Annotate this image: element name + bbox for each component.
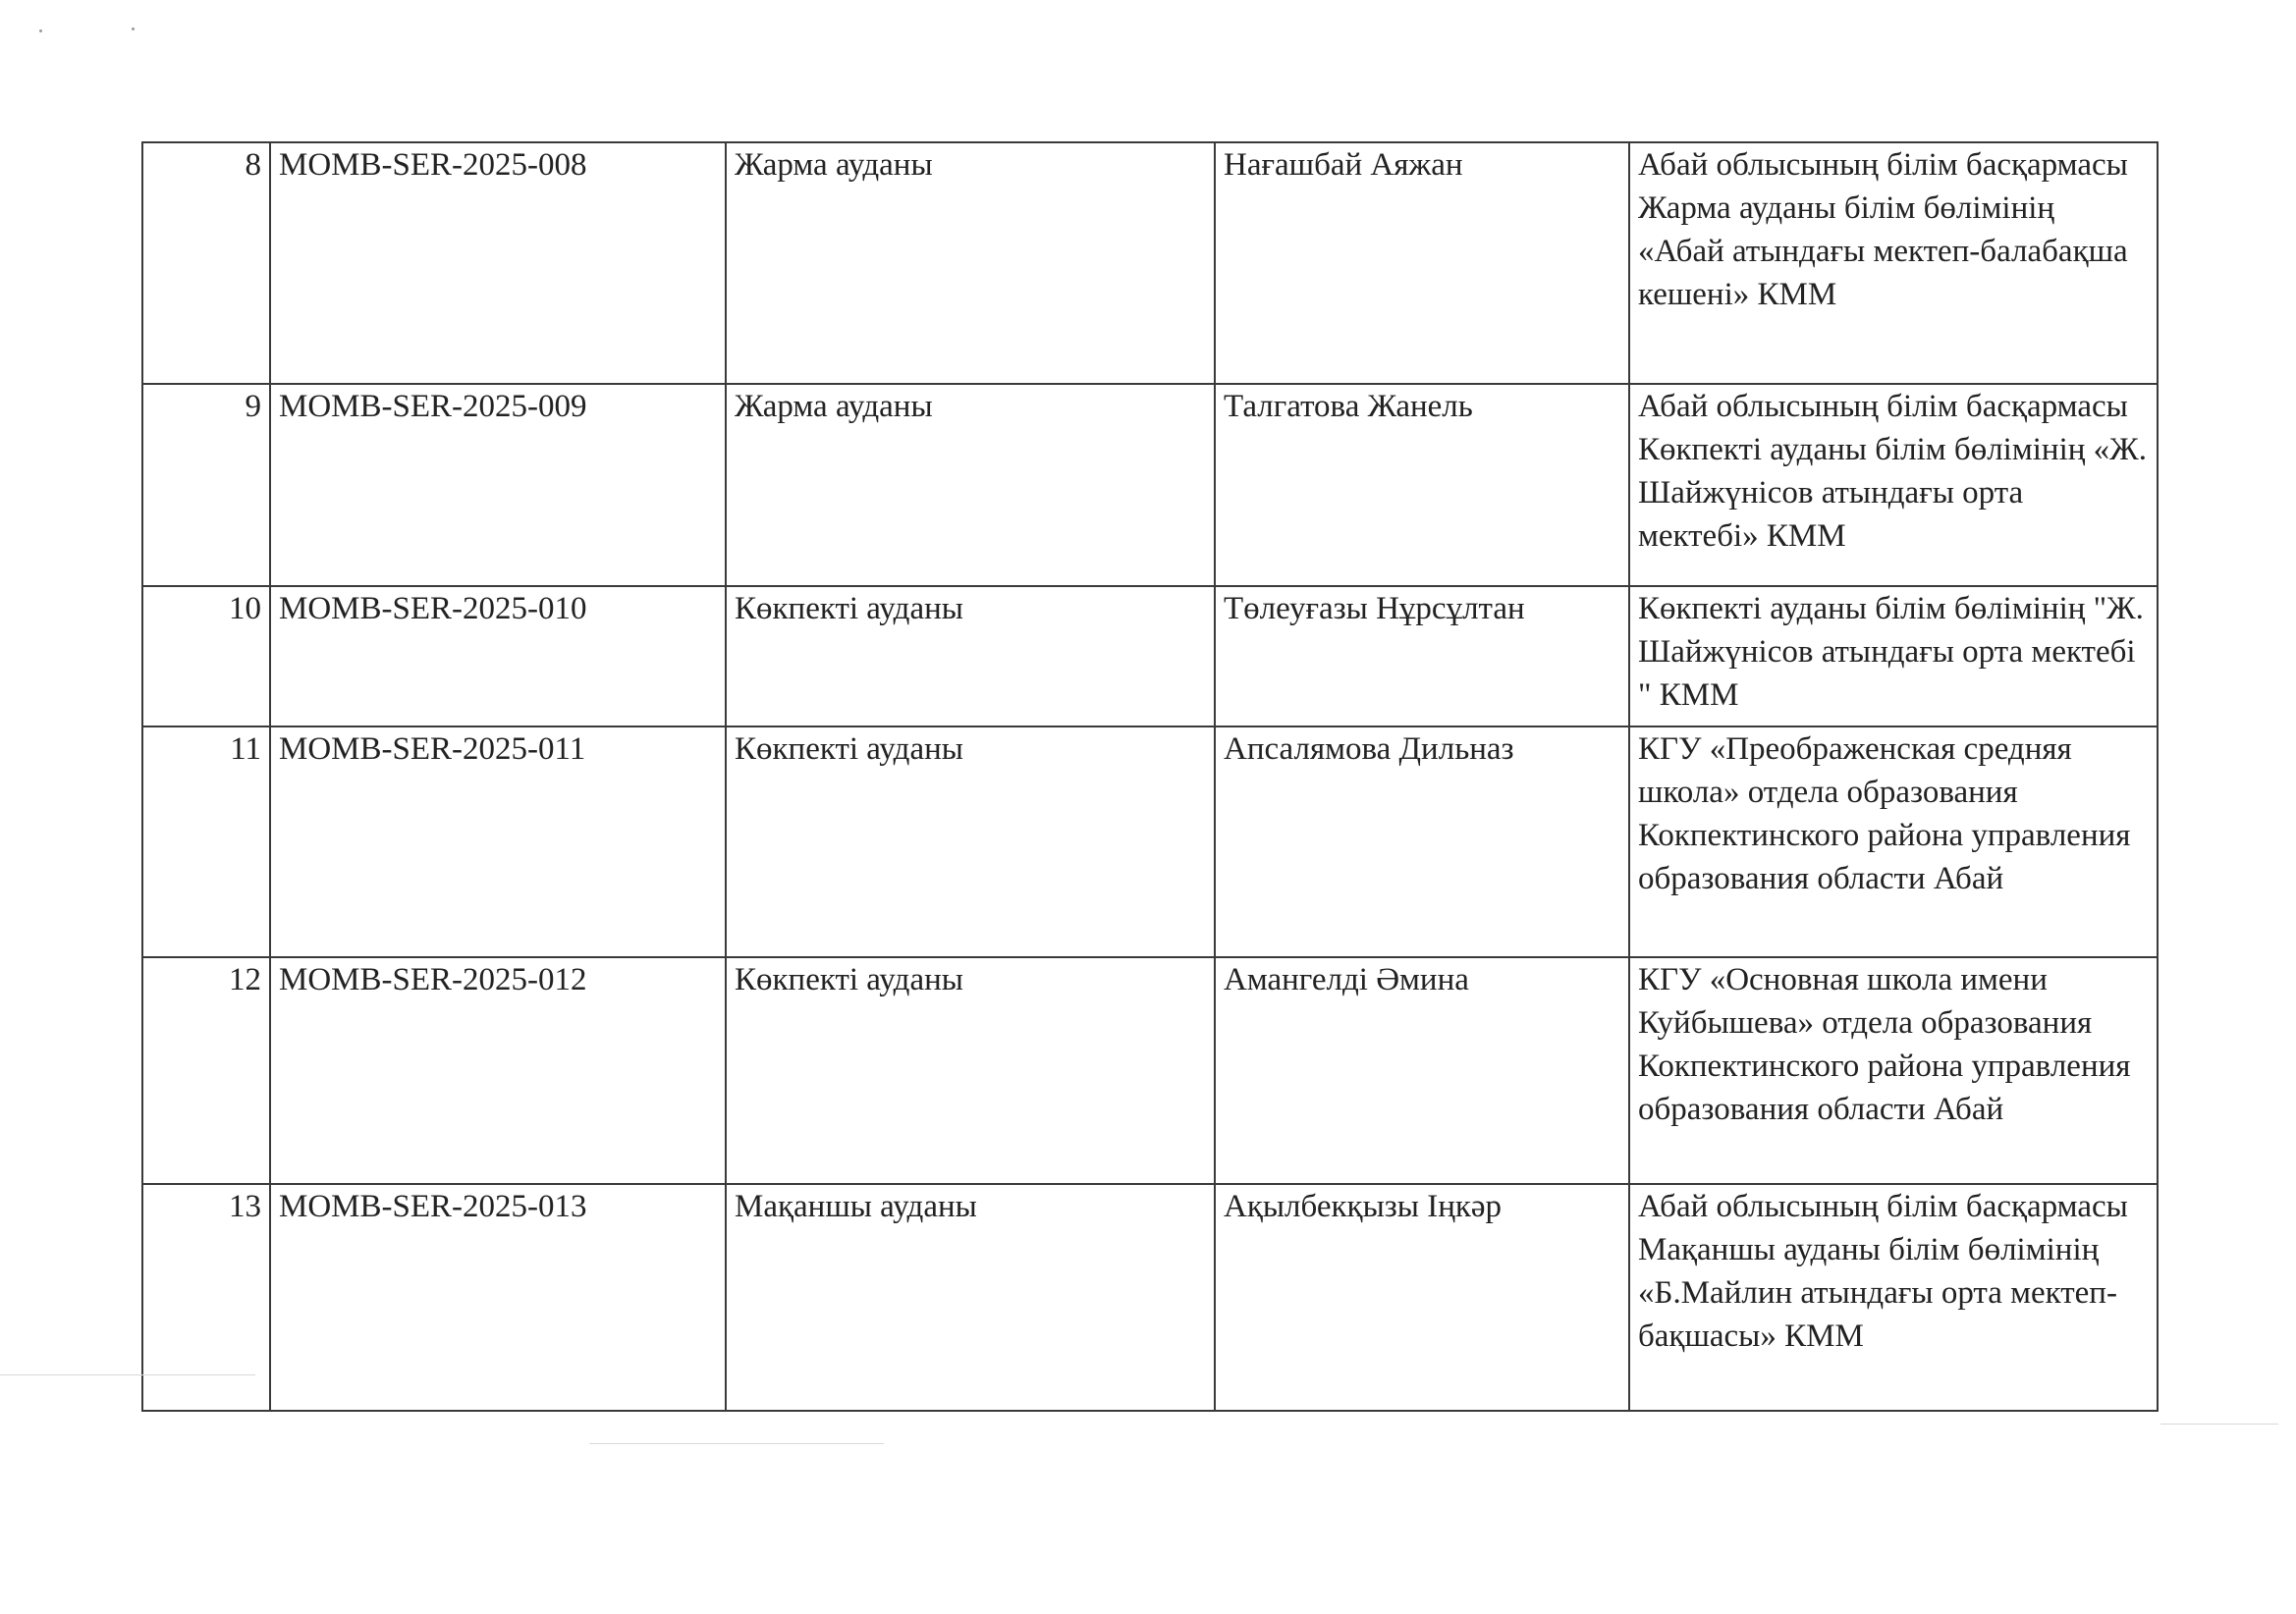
row-number: 11 [142,726,270,957]
scan-artifact-line [589,1443,884,1444]
table-row [142,384,2158,586]
participant-name: Нағашбай Аяжан [1215,142,1629,384]
participant-name: Апсалямова Дильназ [1215,726,1629,957]
registration-code: MOMB-SER-2025-008 [270,142,726,384]
organization: Абай облысының білім басқармасы Мақаншы ауданы білім бөлімінің «Б.Майлин атындағы орта мектеп-бақшасы» КММ [1629,1184,2158,1411]
district: Жарма ауданы [726,384,1215,586]
table-row [142,726,2158,957]
district: Көкпекті ауданы [726,726,1215,957]
district: Жарма ауданы [726,142,1215,384]
scan-artifact-line [0,1374,255,1375]
participant-name: Ақылбекқызы Іңкәр [1215,1184,1629,1411]
district: Мақаншы ауданы [726,1184,1215,1411]
participant-name: Төлеуғазы Нұрсұлтан [1215,586,1629,726]
registration-code: MOMB-SER-2025-009 [270,384,726,586]
scan-artifact-line [2160,1424,2278,1425]
scan-speck [132,27,135,30]
table-row [142,957,2158,1184]
registration-code: MOMB-SER-2025-010 [270,586,726,726]
row-number: 8 [142,142,270,384]
participant-name: Амангелді Әмина [1215,957,1629,1184]
organization: КГУ «Основная школа имени Куйбышева» отдела образования Кокпектинского района управления образования области Абай [1629,957,2158,1184]
participants-table [141,141,2159,1412]
row-number: 9 [142,384,270,586]
table-row [142,1184,2158,1411]
district: Көкпекті ауданы [726,957,1215,1184]
row-number: 12 [142,957,270,1184]
document-table-container [141,141,2157,1412]
district: Көкпекті ауданы [726,586,1215,726]
table-row [142,586,2158,726]
organization: Көкпекті ауданы білім бөлімінің "Ж. Шайжүнісов атындағы орта мектебі " КММ [1629,586,2158,726]
organization: Абай облысының білім басқармасы Көкпекті ауданы білім бөлімінің «Ж. Шайжүнісов атындағы орта мектебі» КММ [1629,384,2158,586]
organization: КГУ «Преображенская средняя школа» отдела образования Кокпектинского района управления образования области Абай [1629,726,2158,957]
registration-code: MOMB-SER-2025-012 [270,957,726,1184]
scan-speck [39,29,42,32]
table-row [142,142,2158,384]
participant-name: Талгатова Жанель [1215,384,1629,586]
registration-code: MOMB-SER-2025-013 [270,1184,726,1411]
organization: Абай облысының білім басқармасы Жарма ауданы білім бөлімінің «Абай атындағы мектеп-балабақша кешені» КММ [1629,142,2158,384]
registration-code: MOMB-SER-2025-011 [270,726,726,957]
row-number: 10 [142,586,270,726]
row-number: 13 [142,1184,270,1411]
